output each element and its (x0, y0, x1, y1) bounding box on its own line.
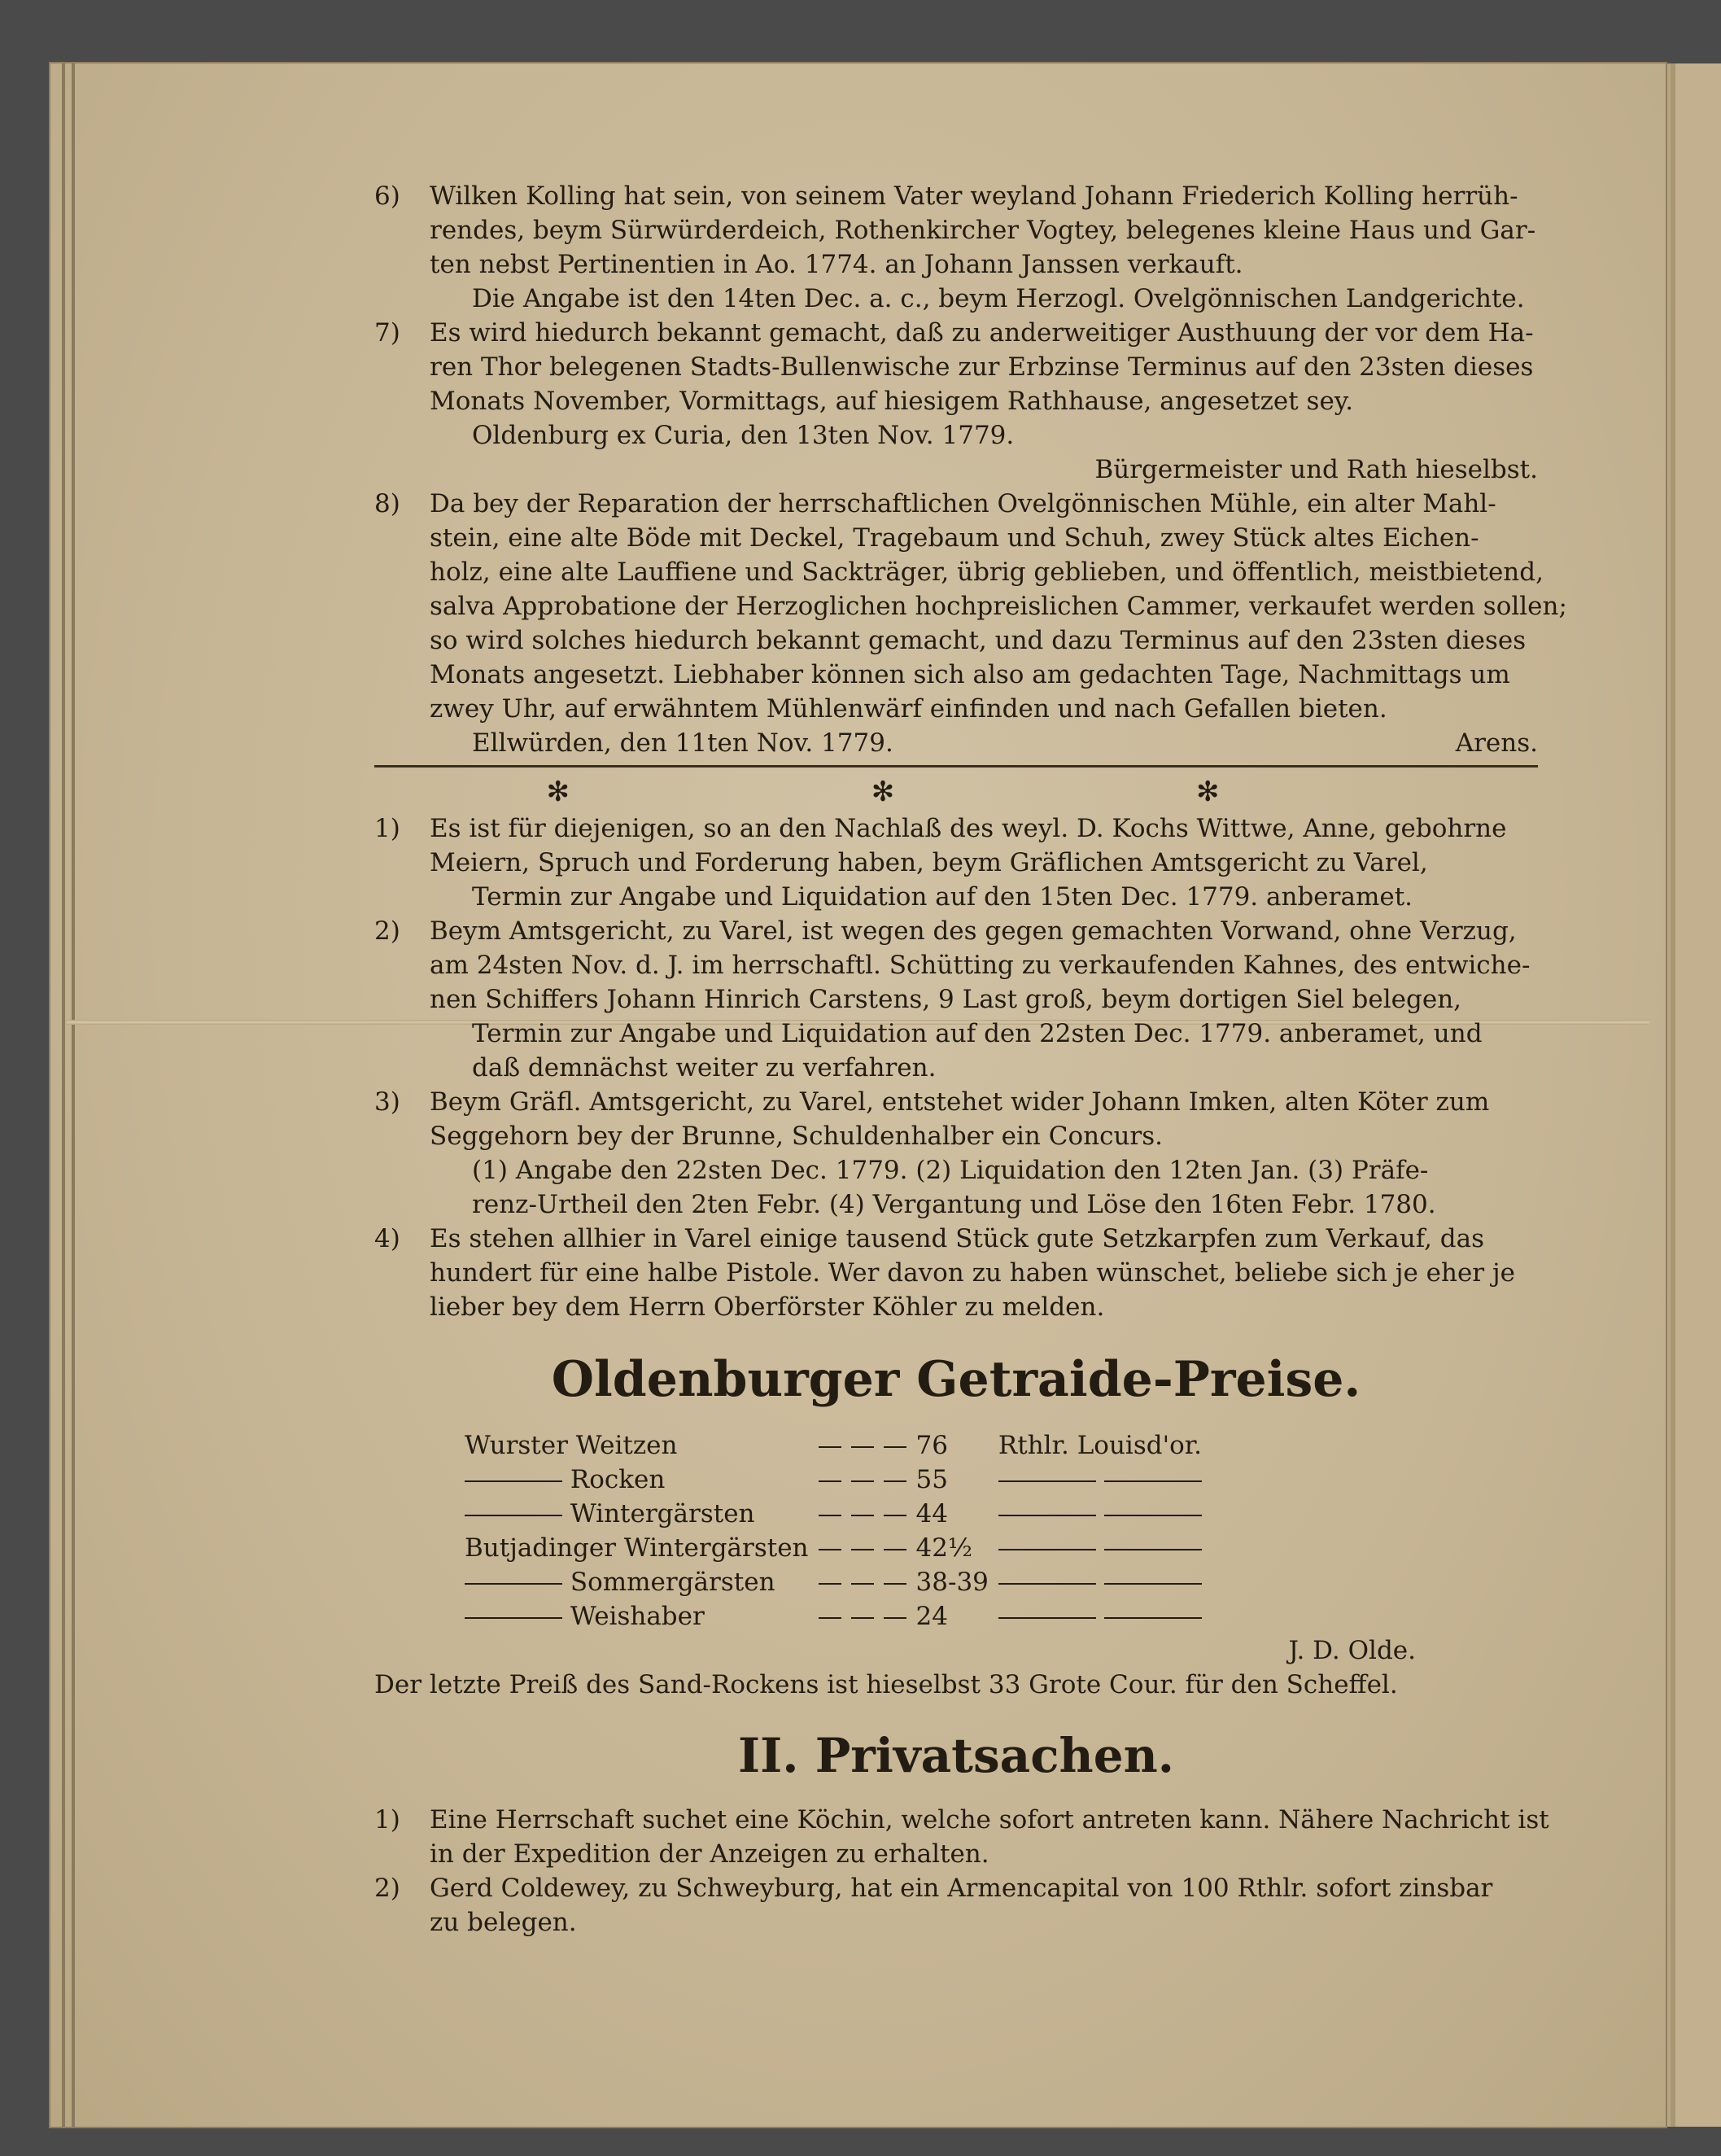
grain-price: 24 (915, 1602, 948, 1631)
grain-price: 38-39 (915, 1568, 989, 1597)
dash-filler (846, 1565, 879, 1599)
adjacent-page-edge (1675, 63, 1721, 2127)
dash-filler (814, 1463, 846, 1497)
notice-line: zwey Uhr, auf erwähntem Mühlenwärf einfinden und nach Gefallen bieten. (430, 694, 1387, 724)
table-row (460, 1428, 1207, 1463)
notice-line: Termin zur Angabe und Liquidation auf den 22sten Dec. 1779. anberamet, und (472, 1019, 1483, 1048)
ditto-line (465, 1480, 562, 1482)
grain-price: 76 (915, 1431, 948, 1460)
notice-line: Meiern, Spruch und Forderung haben, beym Gräflichen Amtsgericht zu Varel, (430, 848, 1428, 877)
dash-filler (814, 1599, 846, 1633)
notice-signature: Bürgermeister und Rath hieselbst. (1094, 455, 1538, 484)
dash-filler (879, 1463, 911, 1497)
dash-filler (846, 1428, 879, 1463)
ditto-line (465, 1583, 562, 1585)
dash-filler (814, 1497, 846, 1531)
grain-price: 55 (915, 1465, 948, 1494)
grain-label-cell (460, 1565, 814, 1599)
dash-filler (879, 1565, 911, 1599)
table-row (460, 1497, 1207, 1531)
grain-label-cell (460, 1497, 814, 1531)
dash-filler (814, 1428, 846, 1463)
notice-line: Es stehen allhier in Varel einige tausend Stück gute Setzkarpfen zum Verkauf, das (430, 1224, 1485, 1253)
ditto-line (465, 1515, 562, 1516)
notice-number: 2) (374, 916, 400, 946)
notice-8 (374, 487, 1567, 760)
notice-line: holz, eine alte Lauffiene und Sackträger, übrig geblieben, und öffentlich, meistbietend, (430, 558, 1544, 587)
dash-filler (846, 1531, 879, 1565)
page-stack-edge (72, 63, 75, 2127)
notice-7 (374, 316, 1538, 487)
prices-note: Der letzte Preiß des Sand-Rockens ist hieselbst 33 Grote Cour. für den Scheffel. (374, 1670, 1398, 1699)
notice-line: hundert für eine halbe Pistole. Wer davon zu haben wünschet, beliebe sich je eher je (430, 1258, 1515, 1288)
notice-line: rendes, beym Sürwürderdeich, Rothenkircher Vogtey, belegenes kleine Haus und Gar- (430, 216, 1536, 245)
grain-price: 44 (915, 1499, 948, 1528)
ditto-line (994, 1599, 1207, 1633)
notice-line: Beym Gräfl. Amtsgericht, zu Varel, entstehet wider Johann Imken, alten Köter zum (430, 1087, 1490, 1117)
notice-line: ten nebst Pertinentien in Ao. 1774. an Johann Janssen verkauft. (430, 250, 1243, 279)
notice-line: Wilken Kolling hat sein, von seinem Vater weyland Johann Friederich Kolling herrüh- (430, 181, 1518, 211)
notice-line: so wird solches hiedurch bekannt gemacht, und dazu Terminus auf den 23sten dieses (430, 626, 1527, 655)
notice-line: Termin zur Angabe und Liquidation auf den 15ten Dec. 1779. anberamet. (472, 882, 1413, 912)
notice-line: renz-Urtheil den 2ten Febr. (4) Vergantung und Löse den 16ten Febr. 1780. (472, 1190, 1436, 1219)
notice-b2 (374, 914, 1538, 1085)
grain-label: Wurster Weitzen (465, 1431, 678, 1460)
notice-place-date: Oldenburg ex Curia, den 13ten Nov. 1779. (472, 421, 1015, 450)
grain-label: Weishaber (570, 1602, 705, 1631)
notice-number: 1) (374, 814, 400, 843)
grain-label: Rocken (570, 1465, 666, 1494)
notice-line: stein, eine alte Böde mit Deckel, Tragebaum und Schuh, zwey Stück altes Eichen- (430, 523, 1479, 553)
asterism: ✻ ✻ ✻ (546, 776, 1366, 808)
grain-label-cell (460, 1599, 814, 1633)
table-row (460, 1565, 1207, 1599)
notice-line: salva Approbatione der Herzoglichen hochpreislichen Cammer, verkaufet werden sollen; (430, 592, 1567, 621)
ditto-line (994, 1565, 1207, 1599)
prices-signature: J. D. Olde. (1288, 1636, 1416, 1665)
grain-label-cell (460, 1463, 814, 1497)
notice-line: nen Schiffers Johann Hinrich Carstens, 9 Last groß, beym dortigen Siel belegen, (430, 985, 1462, 1014)
table-row (460, 1531, 1207, 1565)
dash-filler (879, 1497, 911, 1531)
notice-b1 (374, 811, 1538, 914)
dash-filler (846, 1463, 879, 1497)
page-content (374, 179, 1567, 1940)
grain-label: Wintergärsten (570, 1499, 755, 1528)
notice-number: 4) (374, 1224, 400, 1253)
notice-line: daß demnächst weiter zu verfahren. (472, 1053, 937, 1082)
notice-number: 6) (374, 181, 400, 211)
notice-line: Beym Amtsgericht, zu Varel, ist wegen des gegen gemachten Vorwand, ohne Verzug, (430, 916, 1517, 946)
notice-line: Gerd Coldewey, zu Schweyburg, hat ein Armencapital von 100 Rthlr. sofort zinsbar (430, 1874, 1493, 1903)
notice-number: 8) (374, 489, 400, 518)
grain-label: Sommergärsten (570, 1568, 775, 1597)
ditto-line (994, 1463, 1207, 1497)
notice-footer (430, 726, 1538, 760)
private-notice-1 (374, 1803, 1549, 1871)
notice-line: Eine Herrschaft suchet eine Köchin, welche sofort antreten kann. Nähere Nachricht ist (430, 1805, 1549, 1835)
dash-filler (814, 1565, 846, 1599)
dash-filler (846, 1599, 879, 1633)
notice-b3 (374, 1085, 1538, 1222)
notice-line: (1) Angabe den 22sten Dec. 1779. (2) Liquidation den 12ten Jan. (3) Präfe- (472, 1156, 1429, 1185)
notice-number: 1) (374, 1805, 400, 1835)
notice-line: am 24sten Nov. d. J. im herrschaftl. Schütting zu verkaufenden Kahnes, des entwiche- (430, 951, 1531, 980)
private-notice-2 (374, 1871, 1538, 1940)
notice-line: Es ist für diejenigen, so an den Nachlaß des weyl. D. Kochs Wittwe, Anne, gebohrne (430, 814, 1507, 843)
notice-number: 3) (374, 1087, 400, 1117)
notice-place-date: Ellwürden, den 11ten Nov. 1779. (472, 728, 893, 758)
dash-filler (846, 1497, 879, 1531)
grain-price-table (460, 1428, 1207, 1633)
notice-line: in der Expedition der Anzeigen zu erhalten. (430, 1839, 989, 1869)
notice-6 (374, 179, 1538, 316)
notice-b4 (374, 1222, 1538, 1324)
prices-heading: Oldenburger Getraide-Preise. (551, 1351, 1361, 1408)
notice-line: Monats angesetzt. Liebhaber können sich also am gedachten Tage, Nachmittags um (430, 660, 1510, 689)
grain-price: 42½ (915, 1533, 973, 1563)
private-heading: II. Privatsachen. (738, 1728, 1174, 1783)
dash-filler (879, 1428, 911, 1463)
price-unit: Rthlr. Louisd'or. (998, 1431, 1203, 1460)
dash-filler (879, 1599, 911, 1633)
notice-signature: Arens. (1455, 728, 1538, 758)
grain-label: Butjadinger Wintergärsten (465, 1533, 809, 1563)
dash-filler (814, 1531, 846, 1565)
ditto-line (465, 1617, 562, 1619)
notice-line: Die Angabe ist den 14ten Dec. a. c., beym Herzogl. Ovelgönnischen Landgerichte. (472, 284, 1525, 313)
ditto-line (994, 1497, 1207, 1531)
notice-line: zu belegen. (430, 1908, 577, 1937)
notice-line: Seggehorn bey der Brunne, Schuldenhalber ein Concurs. (430, 1122, 1164, 1151)
notice-number: 7) (374, 318, 400, 348)
notice-line: ren Thor belegenen Stadts-Bullenwische zur Erbzinse Terminus auf den 23sten dieses (430, 352, 1534, 382)
notice-line: Monats November, Vormittags, auf hiesigem Rathhause, angesetzet sey. (430, 387, 1354, 416)
table-row (460, 1599, 1207, 1633)
notice-line: Da bey der Reparation der herrschaftlichen Ovelgönnischen Mühle, ein alter Mahl- (430, 489, 1496, 518)
section-divider (374, 765, 1538, 768)
ditto-line (994, 1531, 1207, 1565)
page-stack-edge (62, 63, 65, 2127)
notice-line: lieber bey dem Herrn Oberförster Köhler zu melden. (430, 1292, 1105, 1322)
table-row (460, 1463, 1207, 1497)
notice-line: Es wird hiedurch bekannt gemacht, daß zu anderweitiger Austhuung der vor dem Ha- (430, 318, 1534, 348)
dash-filler (879, 1531, 911, 1565)
notice-number: 2) (374, 1874, 400, 1903)
